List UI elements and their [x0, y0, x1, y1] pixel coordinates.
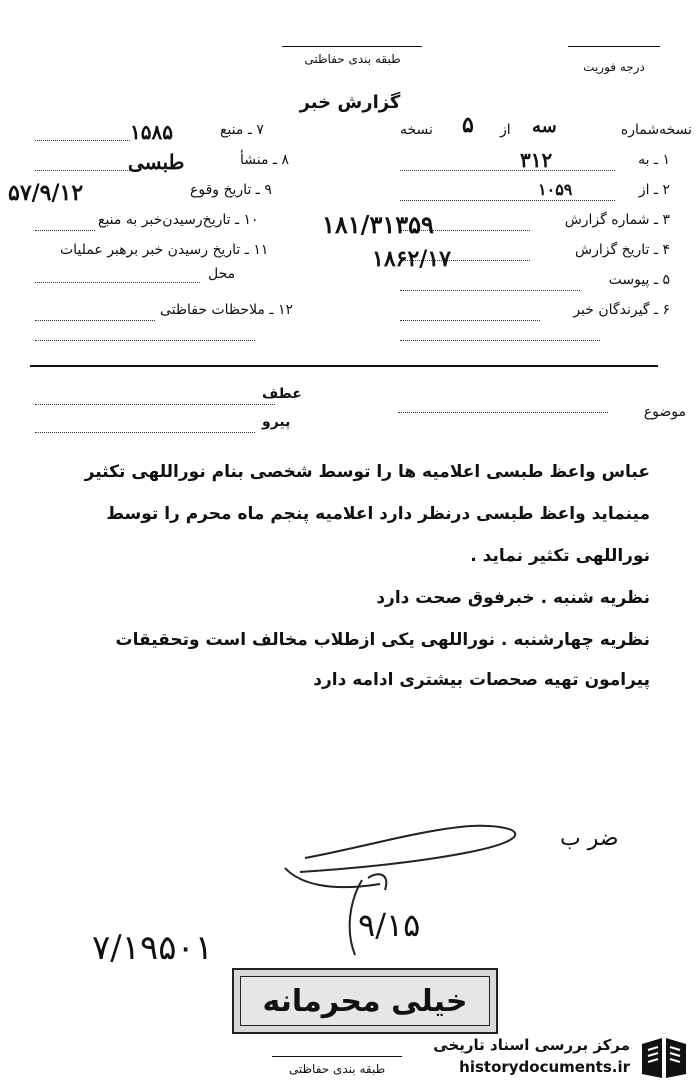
book-icon [638, 1034, 690, 1082]
field-12-label: ۱۲ ـ ملاحظات حفاظتی [160, 302, 293, 318]
field-7-value: ۱۵۸۵ [130, 120, 173, 144]
report-title: گزارش خبر [299, 92, 401, 113]
field-11-label: ۱۱ ـ تاریخ رسیدن خبر برهبر عملیات [60, 242, 269, 258]
reference-label: عطف [262, 386, 302, 402]
follow-up-label: پیرو [262, 414, 291, 430]
field-2-value: ۱۰۵۹ [538, 180, 573, 199]
body-line-1: عباس واعظ طبسی اعلامیه ها را توسط شخصی بنام نوراللهی تکثیر [84, 462, 650, 482]
field-1-value: ۳۱۲ [520, 148, 553, 172]
copy-number-label: نسخه‌شماره [620, 122, 692, 138]
field-9-value: ۵۷/۹/۱۲ [8, 180, 84, 206]
field-5-label: ۵ ـ پیوست [608, 272, 670, 288]
copy-of-label: از [500, 122, 511, 138]
classification-bottom-line [272, 1056, 402, 1057]
field-2-label: ۲ ـ از [638, 182, 670, 198]
field-4-value: ۱۸۶۲/۱۷ [372, 246, 451, 272]
field-3-value: ۱۸۱/۳۱۳۵۹ [322, 210, 434, 239]
classification-label-top: طبقه بندی حفاظتی [304, 52, 401, 66]
copy-suffix: نسخه [400, 122, 433, 138]
field-6-label: ۶ ـ گیرندگان خبر [573, 302, 670, 318]
body-line-5: نظریه چهارشنبه . نوراللهی یکی ازطلاب مخالف است وتحقیقات [115, 630, 650, 650]
confidential-stamp [232, 968, 498, 1034]
subject-label: موضوع [643, 404, 686, 420]
handwritten-code: ۷/۱۹۵۰۱ [92, 928, 214, 968]
archive-logo [424, 1032, 694, 1084]
body-line-3: نوراللهی تکثیر نماید . [470, 546, 650, 566]
logo-text-url: historydocuments.ir [459, 1058, 630, 1076]
classification-label-bottom: طبقه بندی حفاظتی [288, 1062, 386, 1076]
field-11-location-label: محل [208, 266, 236, 282]
field-8-value: طبسی [128, 150, 185, 174]
priority-label: درجه فوریت [583, 60, 645, 74]
copy-number-value: سه [532, 116, 557, 137]
signature-note: ضر ب [560, 826, 619, 851]
field-8-label: ۸ ـ منشأ [240, 152, 290, 168]
field-10-label: ۱۰ ـ تاریخ‌رسیدن‌خبر به منبع [98, 212, 259, 228]
copy-of-value: ۵ [462, 112, 474, 138]
field-9-label: ۹ ـ تاریخ وقوع [190, 182, 272, 198]
logo-text-fa: مرکز بررسی اسناد تاریخی [433, 1036, 630, 1054]
body-line-4: نظریه شنبه . خبرفوق صحت دارد [376, 588, 650, 608]
field-4-label: ۴ ـ تاریخ گزارش [575, 242, 670, 258]
field-7-label: ۷ ـ منبع [220, 122, 264, 138]
body-line-6: پیرامون تهیه صحصات بیشتری ادامه دارد [313, 670, 650, 690]
field-3-label: ۳ ـ شماره گزارش [564, 212, 670, 228]
stamp-text: خیلی محرمانه [240, 976, 490, 1026]
handwritten-date: ۹/۱۵ [358, 906, 421, 944]
body-line-2: مینماید واعظ طبسی درنظر دارد اعلامیه پنجم ماه محرم را توسط [106, 504, 650, 524]
field-1-label: ۱ ـ به [638, 152, 670, 168]
